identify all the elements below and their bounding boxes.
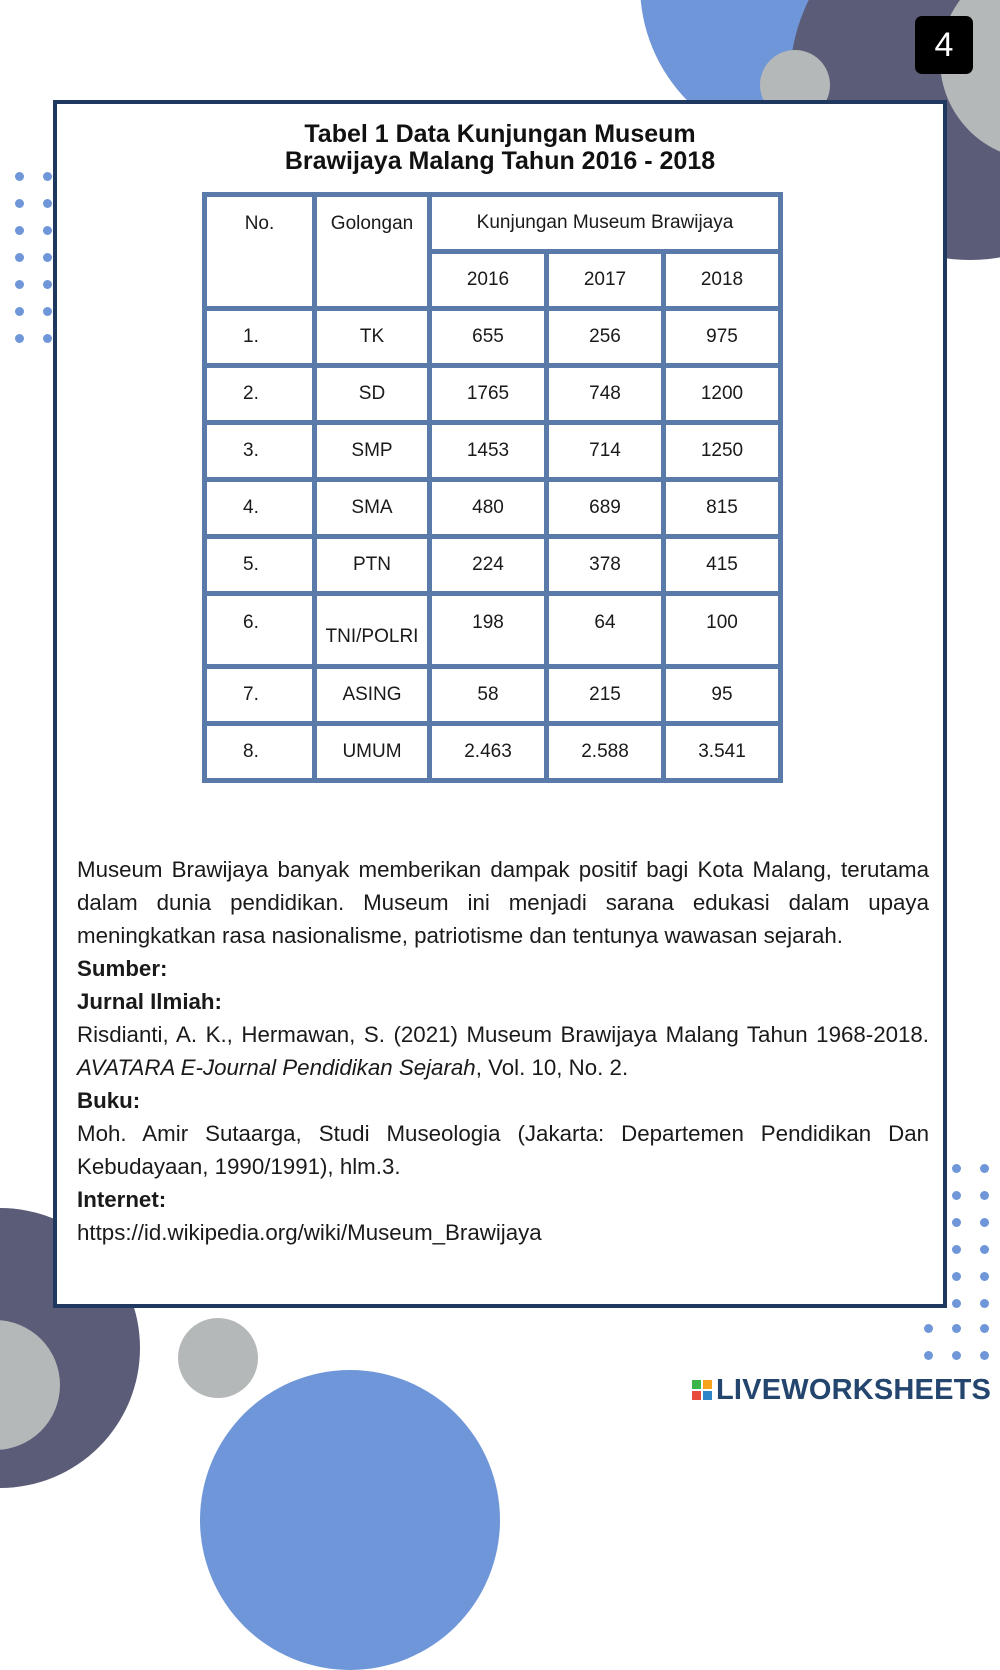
decor-circle-blue-bottom — [200, 1370, 500, 1670]
table-row — [205, 366, 781, 423]
cell-golongan: TNI/POLRI — [315, 594, 430, 667]
jurnal-label: Jurnal Ilmiah: — [77, 989, 222, 1014]
content-card — [53, 100, 947, 1308]
sumber-label: Sumber: — [77, 956, 168, 981]
decor-dots-right-bottom — [924, 1324, 989, 1360]
cell-golongan: SMA — [315, 480, 430, 537]
jurnal-citation-text: Risdianti, A. K., Hermawan, S. (2021) Museum Brawijaya Malang Tahun 1968-2018. — [77, 1022, 929, 1047]
cell-2018: 100 — [664, 594, 781, 667]
table-row — [205, 423, 781, 480]
table-title — [57, 121, 943, 175]
cell-2018: 815 — [664, 480, 781, 537]
cell-2017: 64 — [547, 594, 664, 667]
cell-2017: 748 — [547, 366, 664, 423]
cell-2018: 95 — [664, 667, 781, 724]
cell-2016: 1765 — [430, 366, 547, 423]
cell-no: 5. — [205, 537, 315, 594]
cell-2016: 2.463 — [430, 724, 547, 781]
cell-2016: 58 — [430, 667, 547, 724]
cell-2018: 1250 — [664, 423, 781, 480]
table-row — [205, 724, 781, 781]
cell-golongan: ASING — [315, 667, 430, 724]
table-row — [205, 537, 781, 594]
header-year: 2017 — [547, 252, 664, 309]
decor-circle-gray-bottom-2 — [178, 1318, 258, 1398]
cell-2016: 1453 — [430, 423, 547, 480]
header-kunjungan: Kunjungan Museum Brawijaya — [430, 195, 781, 252]
decor-dots-left — [15, 172, 52, 343]
table-title-line-2: Brawijaya Malang Tahun 2016 - 2018 — [284, 147, 716, 175]
table-title-line-1: Tabel 1 Data Kunjungan Museum — [304, 120, 696, 148]
cell-2017: 2.588 — [547, 724, 664, 781]
jurnal-volume: , Vol. 10, No. 2. — [475, 1055, 629, 1080]
cell-2017: 256 — [547, 309, 664, 366]
cell-2016: 655 — [430, 309, 547, 366]
table-row — [205, 667, 781, 724]
liveworksheets-logo-icon — [692, 1380, 712, 1400]
internet-link[interactable]: https://id.wikipedia.org/wiki/Museum_Brawijaya — [77, 1220, 542, 1245]
cell-2018: 975 — [664, 309, 781, 366]
cell-no: 3. — [205, 423, 315, 480]
cell-golongan: TK — [315, 309, 430, 366]
cell-golongan: SMP — [315, 423, 430, 480]
cell-2016: 198 — [430, 594, 547, 667]
cell-2017: 215 — [547, 667, 664, 724]
page-number-badge: 4 — [915, 16, 973, 74]
body-text — [77, 853, 929, 1249]
cell-golongan: PTN — [315, 537, 430, 594]
header-no: No. — [205, 195, 315, 309]
cell-no: 1. — [205, 309, 315, 366]
header-golongan: Golongan — [315, 195, 430, 309]
buku-citation: Moh. Amir Sutaarga, Studi Museologia (Jakarta: Departemen Pendidikan Dan Kebudayaan, 1990/1991), hlm.3. — [77, 1121, 929, 1179]
header-year: 2016 — [430, 252, 547, 309]
jurnal-citation — [77, 1018, 929, 1084]
cell-no: 6. — [205, 594, 315, 667]
cell-2018: 1200 — [664, 366, 781, 423]
table-header-row — [205, 195, 781, 252]
cell-2016: 224 — [430, 537, 547, 594]
cell-2017: 714 — [547, 423, 664, 480]
cell-2018: 3.541 — [664, 724, 781, 781]
cell-2017: 378 — [547, 537, 664, 594]
cell-2017: 689 — [547, 480, 664, 537]
header-year: 2018 — [664, 252, 781, 309]
table-row — [205, 594, 781, 667]
internet-label: Internet: — [77, 1187, 167, 1212]
jurnal-title: AVATARA E-Journal Pendidikan Sejarah — [77, 1055, 476, 1080]
cell-no: 2. — [205, 366, 315, 423]
description-paragraph: Museum Brawijaya banyak memberikan dampak positif bagi Kota Malang, terutama dalam dunia pendidikan. Museum ini menjadi sarana edukasi dalam upaya meningkatkan rasa nasionalisme, patriotisme dan tentunya wawasan sejarah. — [77, 857, 929, 948]
cell-no: 8. — [205, 724, 315, 781]
brand-name: LIVEWORKSHEETS — [716, 1373, 992, 1406]
table-row — [205, 309, 781, 366]
table-row — [205, 480, 781, 537]
cell-no: 4. — [205, 480, 315, 537]
cell-golongan: SD — [315, 366, 430, 423]
buku-label: Buku: — [77, 1088, 141, 1113]
cell-2018: 415 — [664, 537, 781, 594]
visit-data-table — [202, 192, 783, 783]
cell-2016: 480 — [430, 480, 547, 537]
decor-dots-right — [952, 1164, 989, 1308]
cell-no: 7. — [205, 667, 315, 724]
cell-golongan: UMUM — [315, 724, 430, 781]
liveworksheets-brand[interactable] — [692, 1374, 991, 1406]
